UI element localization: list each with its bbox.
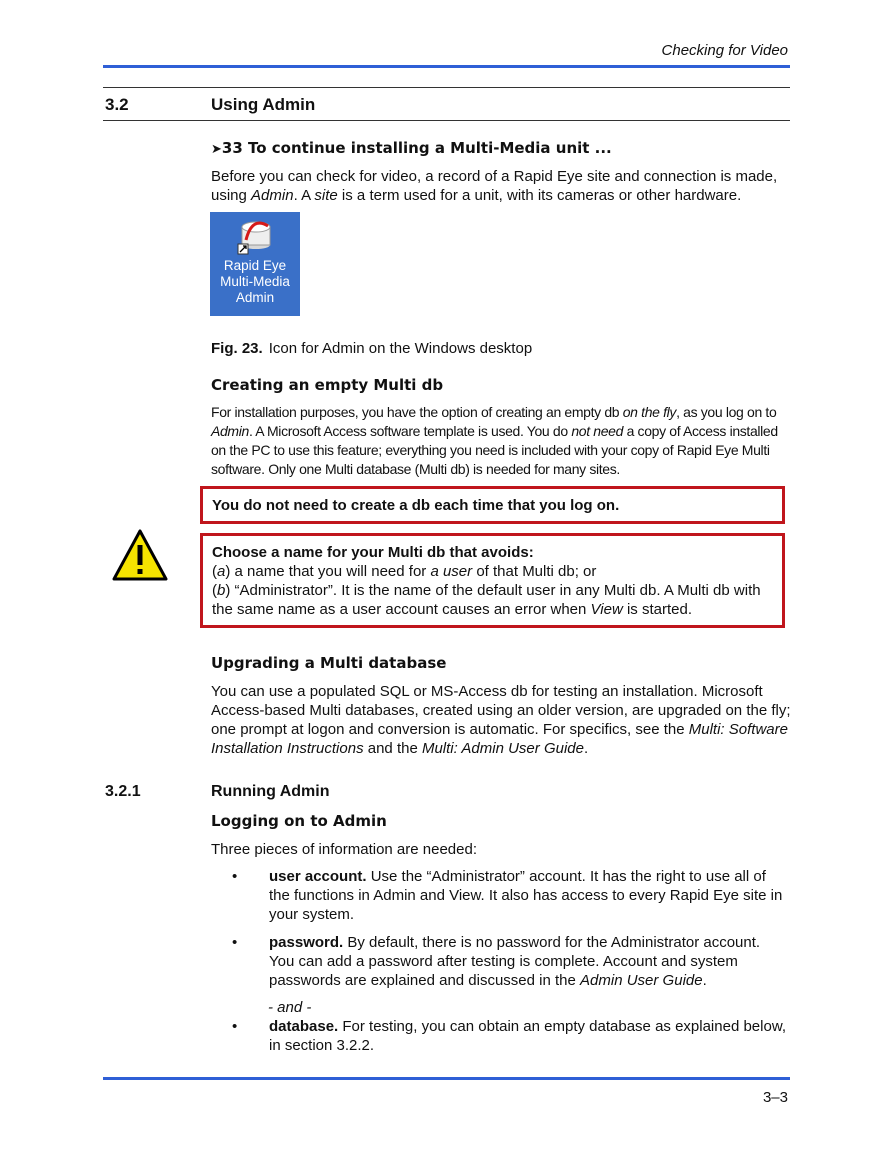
bullet-database: database. For testing, you can obtain an empty database as explained below, in section 3.2.2.: [269, 1018, 786, 1054]
procedure-heading: ➤33 To continue installing a Multi-Media unit ...: [211, 139, 612, 157]
header-rule: [103, 65, 790, 68]
section-rule-top: [103, 87, 790, 88]
figure-caption: [211, 340, 532, 357]
subsection-title: Running Admin: [211, 783, 330, 800]
arrow-bullet-icon: ➤: [211, 142, 222, 157]
bullet-icon: •: [232, 934, 238, 951]
icon-label: [210, 258, 300, 306]
figure-caption-text: Icon for Admin on the Windows desktop: [268, 340, 533, 357]
figure-label: Fig. 23.: [211, 340, 263, 357]
admin-cylinder-icon: [210, 212, 300, 258]
footer-rule: [103, 1077, 790, 1080]
running-header: Checking for Video: [661, 42, 788, 59]
note-box: [200, 486, 785, 524]
warning-heading: Choose a name for your Multi db that avoids:: [212, 544, 534, 561]
warning-icon: [112, 528, 168, 582]
empty-db-heading: Creating an empty Multi db: [211, 376, 444, 394]
intro-paragraph: Before you can check for video, a record of a Rapid Eye site and connection is made, using Admin. A site is a term used for a unit, with its cameras or other hardware.: [211, 168, 778, 204]
warning-item-b: (b) “Administrator”. It is the name of the default user in any Multi db. A Multi db with the same name as a user account causes an error when View is started.: [212, 582, 761, 618]
page-number: 3–3: [762, 1089, 788, 1106]
rapid-eye-admin-shortcut-icon: [210, 212, 300, 316]
icon-label-line: Admin: [235, 290, 275, 305]
section-rule-bottom: [103, 120, 790, 121]
warning-box: [200, 533, 785, 628]
bullet-icon: •: [232, 1018, 238, 1035]
section-title: Using Admin: [211, 95, 316, 114]
bullet-password: password. By default, there is no password for the Administrator account. You can add a password after testing is complete. Account and system passwords are explained and discussed in the Admin User Guide.: [269, 934, 761, 989]
upgrade-paragraph: You can use a populated SQL or MS-Access db for testing an installation. Microsoft Access-based Multi databases, created using an older version, are upgraded on the fly; one prompt at logon and conversion is automatic. For specifics, see the Multi: Software Installation Instructions and the Multi: Admin User Guide.: [211, 683, 791, 757]
empty-db-paragraph: For installation purposes, you have the option of creating an empty db on the fly, as you log on to Admin. A Microsoft Access software template is used. You do not need a copy of Access installed on the PC to use this feature; everything you need is included with your copy of Rapid Eye Multi software. Only one Multi database (Multi db) is needed for many sites.: [211, 404, 778, 477]
icon-label-line: Multi-Media: [220, 274, 290, 289]
and-connector: - and -: [268, 999, 312, 1016]
note-text: You do not need to create a db each time that you log on.: [212, 497, 620, 514]
upgrade-heading: Upgrading a Multi database: [211, 654, 447, 672]
subsection-number: 3.2.1: [105, 783, 141, 800]
bullet-icon: •: [232, 868, 238, 885]
logon-lead: Three pieces of information are needed:: [211, 841, 477, 858]
warning-item-a: (a) a name that you will need for a user of that Multi db; or: [212, 563, 597, 580]
section-number: 3.2: [105, 95, 129, 114]
warning-text: [203, 536, 782, 625]
icon-label-line: Rapid Eye: [223, 258, 287, 273]
logon-heading: Logging on to Admin: [211, 812, 387, 830]
bullet-user-account: user account. Use the “Administrator” account. It has the right to use all of the functions in Admin and View. It also has access to every Rapid Eye site in your system.: [269, 868, 783, 923]
